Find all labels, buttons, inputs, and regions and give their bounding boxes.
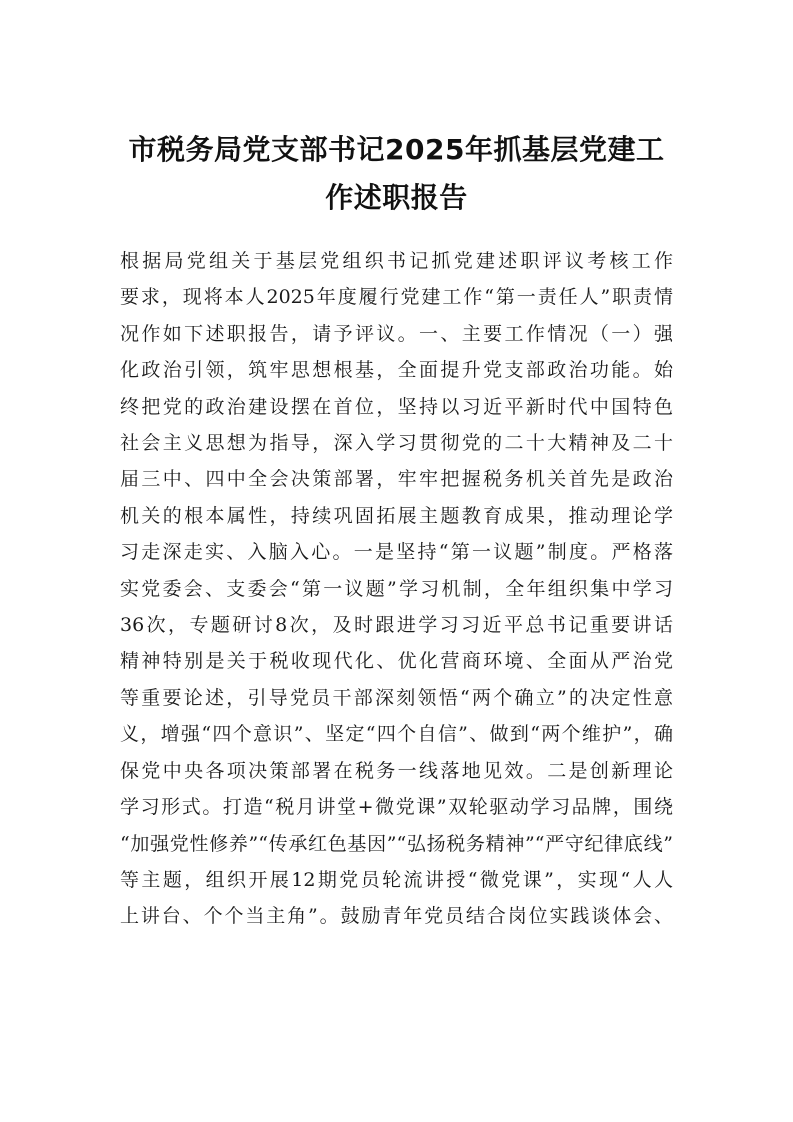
body-line: 精神特别是关于税收现代化、优化营商环境、全面从严治党 (120, 650, 673, 673)
body-line: 学习形式。打造“税月讲堂+微党课”双轮驱动学习品牌，围绕 (120, 796, 673, 819)
body-line: 届三中、四中全会决策部署，牢牢把握税务机关首先是政治 (120, 468, 673, 491)
body-line: “加强党性修养”“传承红色基因”“弘扬税务精神”“严守纪律底线” (120, 832, 673, 855)
body-line: 况作如下述职报告，请予评议。一、主要工作情况（一）强 (120, 322, 673, 345)
document-title (110, 126, 683, 222)
body-line: 等重要论述，引导党员干部深刻领悟“两个确立”的决定性意 (120, 686, 673, 709)
body-line: 等主题，组织开展12期党员轮流讲授“微党课”，实现“人人 (120, 868, 673, 891)
title-line-2: 作述职报告 (325, 181, 468, 214)
body-line: 36次，专题研讨8次，及时跟进学习习近平总书记重要讲话 (120, 614, 673, 637)
body-line: 上讲台、个个当主角”。鼓励青年党员结合岗位实践谈体会、 (120, 905, 673, 928)
body-line: 社会主义思想为指导，深入学习贯彻党的二十大精神及二十 (120, 432, 673, 455)
body-line: 实党委会、支委会“第一议题”学习机制，全年组织集中学习 (120, 577, 673, 600)
body-line: 终把党的政治建设摆在首位，坚持以习近平新时代中国特色 (120, 395, 673, 418)
body-line: 机关的根本属性，持续巩固拓展主题教育成果，推动理论学 (120, 504, 673, 527)
body-line: 保党中央各项决策部署在税务一线落地见效。二是创新理论 (120, 759, 673, 782)
body-line: 化政治引领，筑牢思想根基，全面提升党支部政治功能。始 (120, 359, 673, 382)
body-line: 义，增强“四个意识”、坚定“四个自信”、做到“两个维护”，确 (120, 723, 673, 746)
body-line: 根据局党组关于基层党组织书记抓党建述职评议考核工作 (120, 250, 673, 272)
title-line-1: 市税务局党支部书记2025年抓基层党建工 (128, 133, 665, 166)
body-line: 习走深走实、入脑入心。一是坚持“第一议题”制度。严格落 (120, 541, 673, 564)
body-line: 要求，现将本人2025年度履行党建工作“第一责任人”职责情 (120, 286, 673, 309)
report-body (120, 243, 673, 935)
